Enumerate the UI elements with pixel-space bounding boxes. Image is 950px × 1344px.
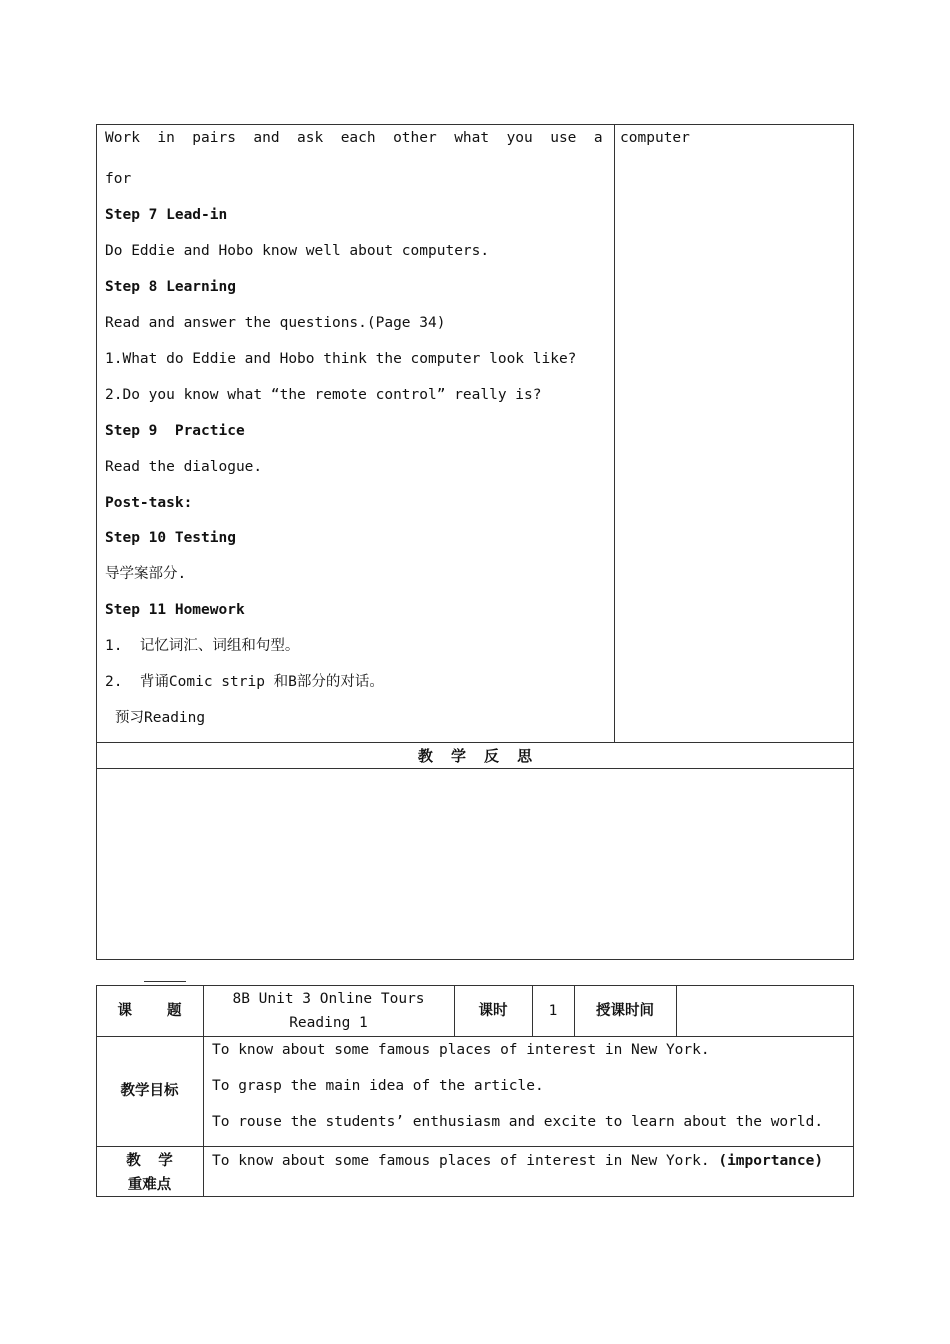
homework-item: 预习Reading — [115, 710, 206, 726]
topic-line: 8B Unit 3 Online Tours — [232, 991, 425, 1007]
row-divider — [96, 742, 854, 743]
goal-item: To grasp the main idea of the article. — [212, 1078, 544, 1094]
step-heading: Step 8 Learning — [105, 279, 236, 295]
key-label-line: 教 学 — [126, 1153, 173, 1169]
period-label: 课时 — [478, 1003, 508, 1019]
step-line: 导学案部分. — [105, 566, 187, 582]
reflection-header: 教 学 反 思 — [417, 747, 533, 765]
column-divider — [614, 124, 615, 743]
goal-item: To rouse the students’ enthusiasm and excite to learn about the world. — [212, 1114, 824, 1130]
question-item: 2.Do you know what “the remote control” really is? — [105, 387, 542, 403]
goal-item: To know about some famous places of interest in New York. — [212, 1042, 710, 1058]
column-divider — [676, 985, 677, 1036]
topic-line: Reading 1 — [289, 1015, 368, 1031]
step-heading: Post-task: — [105, 495, 193, 511]
step-line: Work in pairs and ask each other what you use a computer — [105, 130, 690, 146]
separator-line — [144, 981, 186, 982]
period-value: 1 — [548, 1003, 558, 1019]
goals-label: 教学目标 — [120, 1083, 179, 1099]
row-divider — [96, 1146, 854, 1147]
key-points-label — [96, 1149, 203, 1197]
step-line: for — [105, 171, 132, 187]
step-heading: Step 11 Homework — [105, 602, 245, 618]
question-item: 1.What do Eddie and Hobo think the computer look like? — [105, 351, 577, 367]
key-text: To know about some famous places of interest in New York. — [212, 1153, 710, 1169]
step-line: Do Eddie and Hobo know well about computers. — [105, 243, 490, 259]
key-points-text — [212, 1151, 823, 1171]
topic-label: 课 题 — [117, 1003, 182, 1019]
importance-tag: (importance) — [718, 1153, 824, 1169]
step-line: Read and answer the questions.(Page 34) — [105, 315, 446, 331]
step-line: Read the dialogue. — [105, 459, 263, 475]
row-divider — [96, 768, 854, 769]
homework-item: 1. 记忆词汇、词组和句型。 — [105, 638, 300, 654]
key-label-line: 重难点 — [127, 1177, 172, 1193]
homework-item: 2. 背诵Comic strip 和B部分的对话。 — [105, 674, 384, 690]
row-divider — [96, 1036, 854, 1037]
time-label: 授课时间 — [596, 1003, 654, 1019]
step-heading: Step 9 Practice — [105, 423, 245, 439]
step-heading: Step 10 Testing — [105, 530, 236, 546]
step-heading: Step 7 Lead-in — [105, 207, 228, 223]
topic-title — [203, 987, 454, 1035]
